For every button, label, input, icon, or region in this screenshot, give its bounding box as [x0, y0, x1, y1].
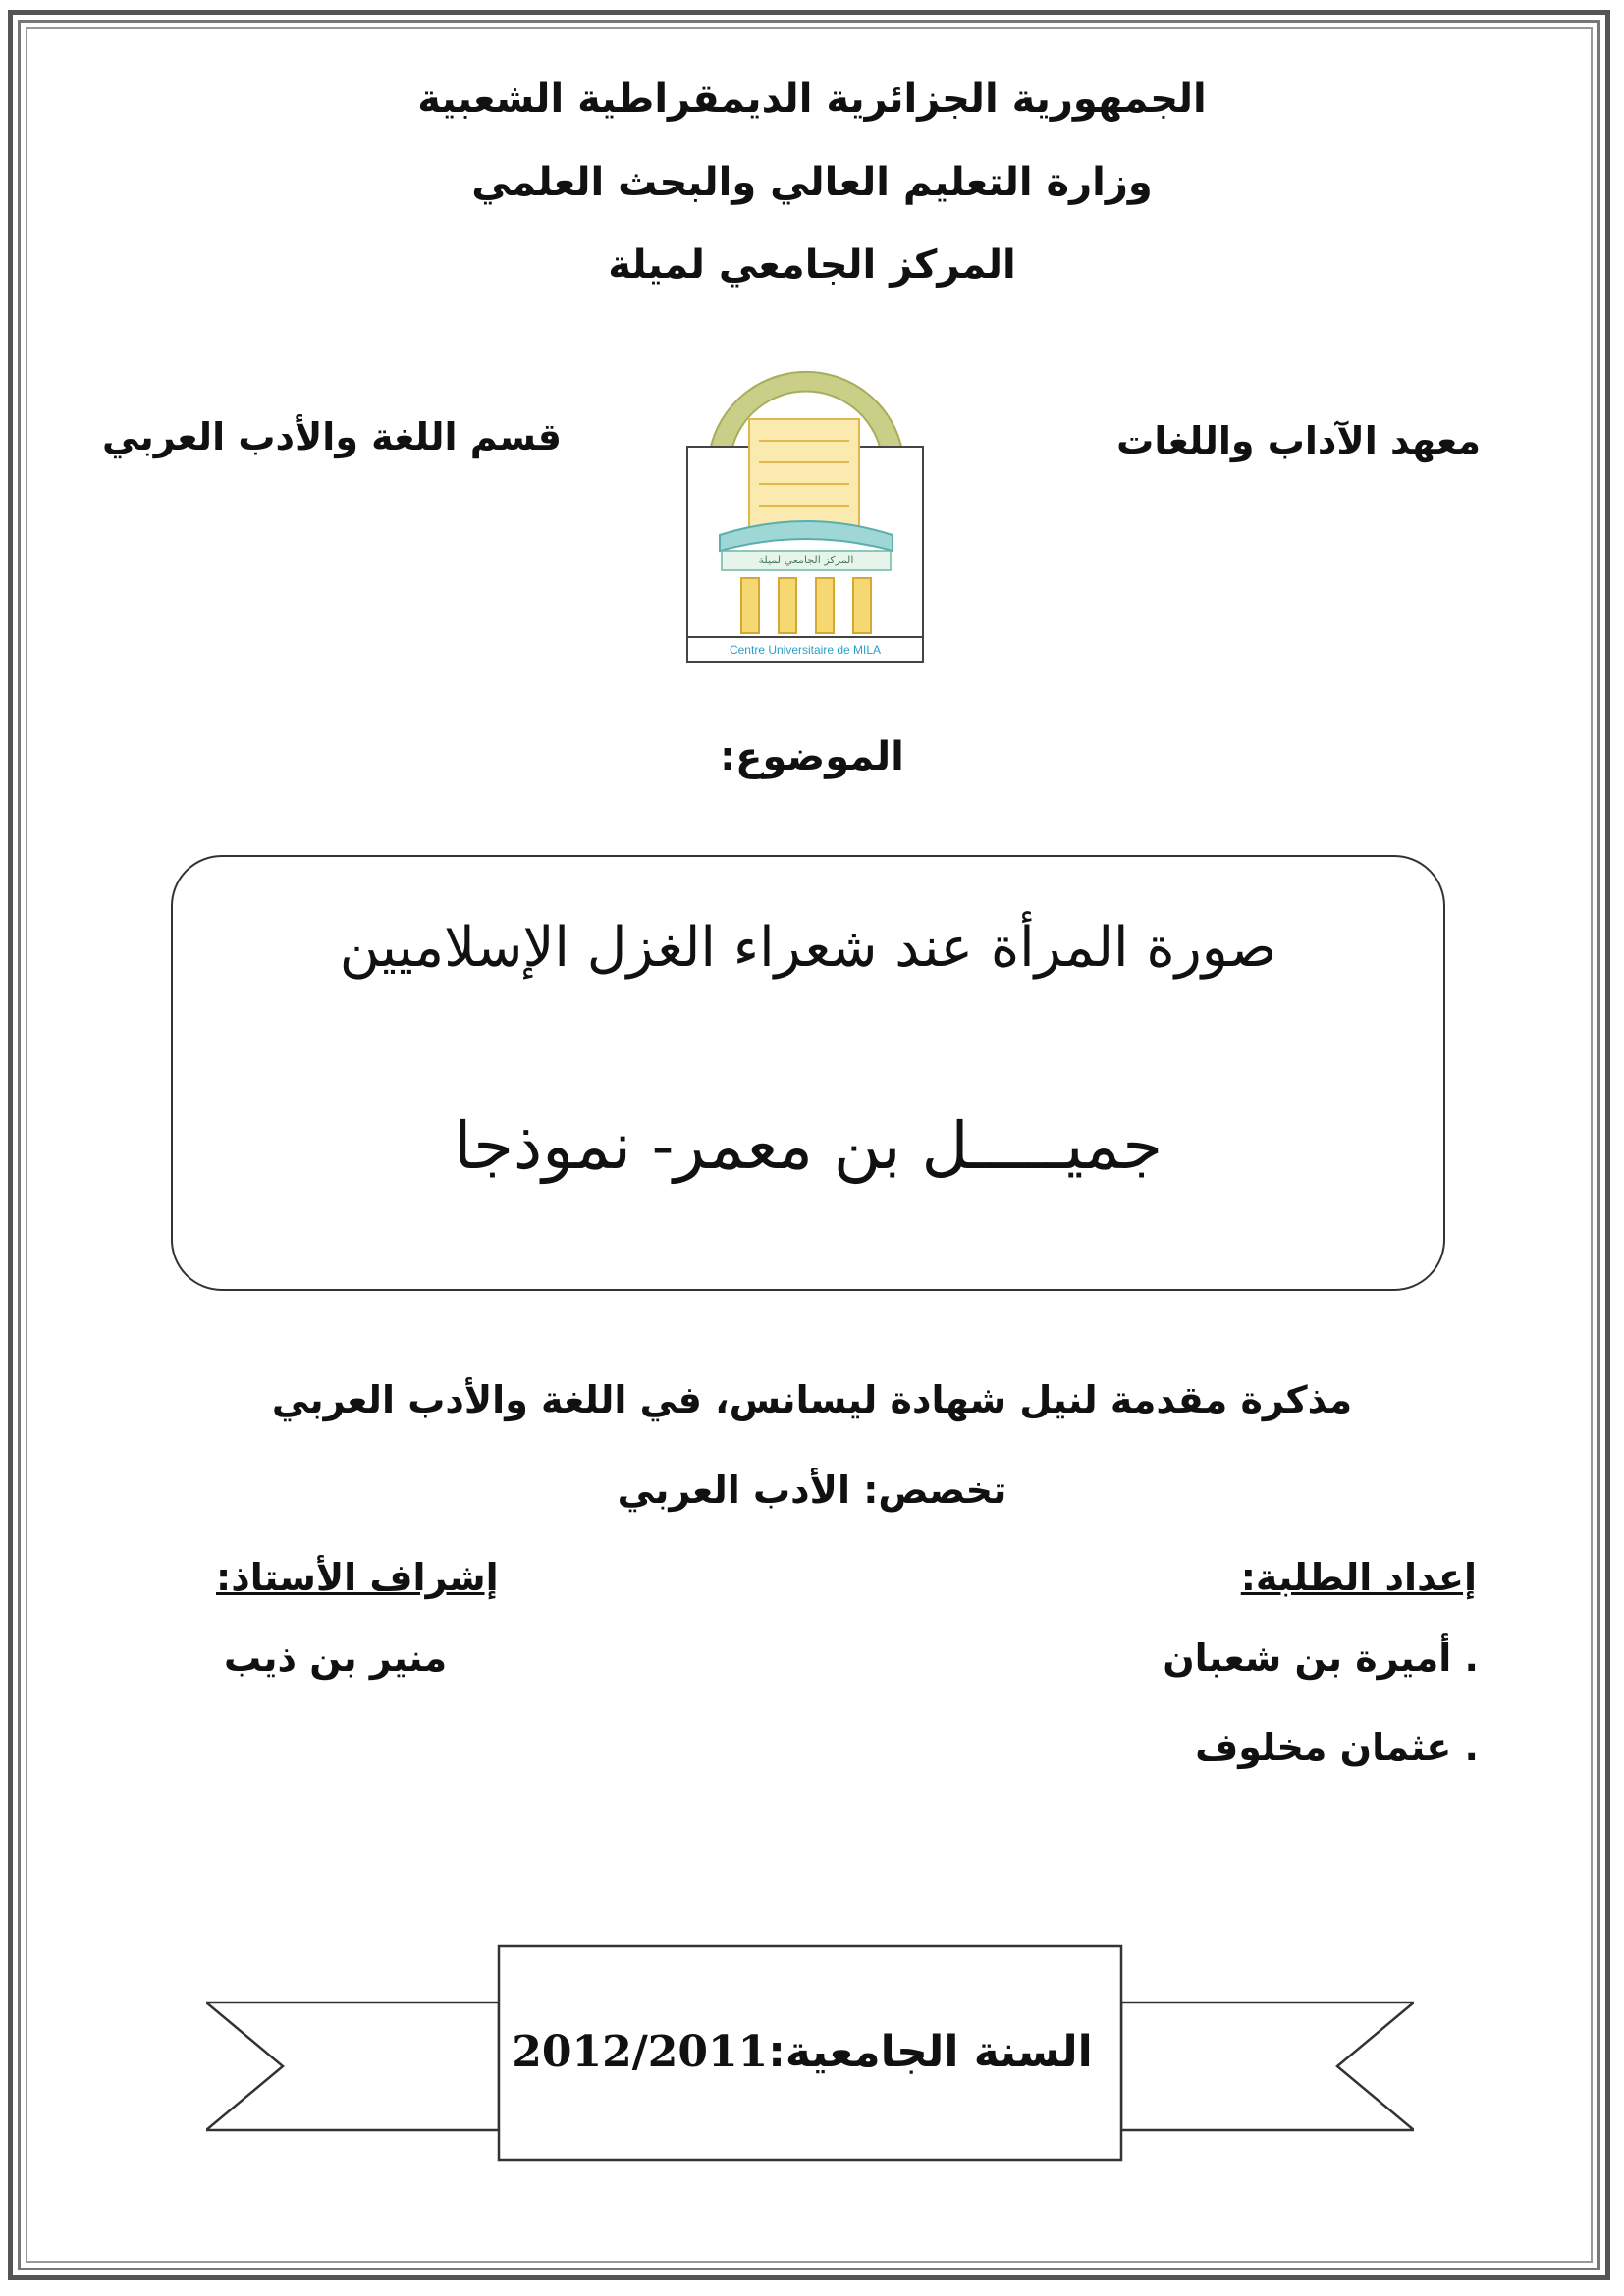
department-label: قسم اللغة والأدب العربي [102, 415, 563, 458]
subject-label: الموضوع: [720, 734, 904, 779]
memo-statement: مذكرة مقدمة لنيل شهادة ليسانس، في اللغة والأدب العربي [271, 1378, 1353, 1421]
university-logo [680, 343, 932, 663]
supervisor-name: منير بن ذيب [224, 1636, 448, 1680]
academic-year-value: 2012/2011 [512, 2027, 769, 2077]
thesis-title: صورة المرأة عند شعراء الغزل الإسلاميين [339, 916, 1277, 980]
supervisor-heading: إشراف الأستاذ: [216, 1556, 499, 1599]
thesis-subtitle: جميـــــل بن معمر- نموذجا [453, 1108, 1164, 1184]
logo-emblem-icon [680, 343, 932, 663]
specialty-line: تخصص: الأدب العربي [617, 1468, 1007, 1512]
student-name-2: . عثمان مخلوف [1195, 1726, 1479, 1769]
institute-label: معهد الآداب واللغات [1116, 419, 1481, 462]
logo-caption: Centre Universitaire de MILA [729, 643, 882, 657]
header-ministry: وزارة التعليم العالي والبحث العلمي [471, 160, 1153, 205]
header-university: المركز الجامعي لميلة [608, 242, 1016, 288]
students-heading: إعداد الطلبة: [1240, 1556, 1477, 1599]
logo-arabic-text: المركز الجامعي لميلة [758, 554, 854, 566]
academic-year [499, 2027, 1106, 2077]
title-box [171, 855, 1445, 1291]
header-republic: الجمهورية الجزائرية الديمقراطية الشعبية [417, 77, 1207, 122]
academic-year-label: السنة الجامعية: [768, 2027, 1093, 2077]
student-name-1: . أميرة بن شعبان [1163, 1636, 1479, 1680]
